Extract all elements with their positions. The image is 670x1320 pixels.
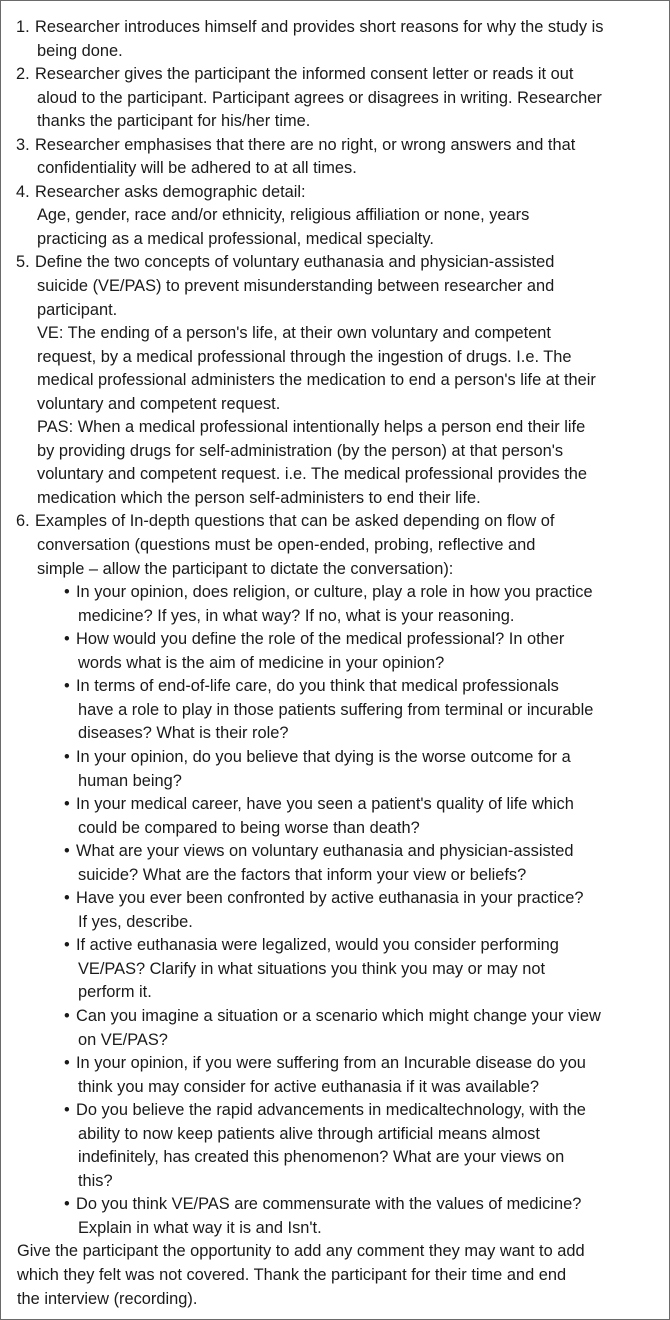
text-line xyxy=(1,1217,669,1241)
bullet-icon: • xyxy=(64,889,70,908)
line-text: Age, gender, race and/or ethnicity, religious affiliation or none, years xyxy=(37,206,530,225)
text-line xyxy=(1,581,669,605)
text-line xyxy=(1,652,669,676)
line-text: Give the participant the opportunity to add any comment they may want to add xyxy=(17,1242,585,1261)
text-line xyxy=(1,134,669,158)
line-text: Have you ever been confronted by active euthanasia in your practice? xyxy=(76,889,584,908)
text-line xyxy=(1,463,669,487)
text-line xyxy=(1,605,669,629)
line-text: words what is the aim of medicine in your opinion? xyxy=(78,653,445,672)
text-line xyxy=(1,110,669,134)
text-line xyxy=(1,487,669,511)
text-line xyxy=(1,1193,669,1217)
line-text: request, by a medical professional through the ingestion of drugs. I.e. The xyxy=(37,347,572,366)
text-line xyxy=(1,1005,669,1029)
text-line xyxy=(1,1076,669,1100)
line-text: voluntary and competent request. xyxy=(37,394,281,413)
text-line xyxy=(1,369,669,393)
question-bullet xyxy=(1,1099,669,1193)
text-line xyxy=(1,864,669,888)
text-line xyxy=(1,87,669,111)
line-text: VE: The ending of a person's life, at their own voluntary and competent xyxy=(37,324,551,343)
line-text: by providing drugs for self-administration (by the person) at that person's xyxy=(37,441,564,460)
line-text: Do you believe the rapid advancements in medicaltechnology, with the xyxy=(76,1101,586,1120)
question-bullet xyxy=(1,1193,669,1240)
line-text: If yes, describe. xyxy=(78,912,193,931)
line-text: have a role to play in those patients suffering from terminal or incurable xyxy=(78,700,594,719)
question-bullet xyxy=(1,675,669,746)
item-number: 3. xyxy=(16,135,30,154)
bullet-icon: • xyxy=(64,842,70,861)
text-line xyxy=(1,722,669,746)
question-bullet xyxy=(1,887,669,934)
bullet-icon: • xyxy=(64,747,70,766)
item-number: 4. xyxy=(16,182,30,201)
numbered-item-3 xyxy=(1,134,669,181)
line-text: How would you define the role of the medical professional? In other xyxy=(76,630,565,649)
question-bullet xyxy=(1,934,669,1005)
line-text: participant. xyxy=(37,300,118,319)
line-text: this? xyxy=(78,1171,113,1190)
line-text: conversation (questions must be open-ended, probing, reflective and xyxy=(37,536,536,555)
text-line xyxy=(1,699,669,723)
text-line xyxy=(1,346,669,370)
interview-guide-content xyxy=(1,16,669,1311)
numbered-item-2 xyxy=(1,63,669,134)
text-line xyxy=(1,63,669,87)
text-line xyxy=(1,416,669,440)
line-text: Researcher asks demographic detail: xyxy=(35,182,306,201)
question-bullet xyxy=(1,1052,669,1099)
text-line xyxy=(1,251,669,275)
text-line xyxy=(1,1288,669,1312)
line-text: human being? xyxy=(78,771,182,790)
line-text: Can you imagine a situation or a scenario which might change your view xyxy=(76,1006,601,1025)
text-line xyxy=(1,981,669,1005)
text-line xyxy=(1,322,669,346)
line-text: think you may consider for active euthanasia if it was available? xyxy=(78,1077,540,1096)
bullet-icon: • xyxy=(64,630,70,649)
line-text: If active euthanasia were legalized, would you consider performing xyxy=(76,936,559,955)
line-text: diseases? What is their role? xyxy=(78,724,289,743)
text-line xyxy=(1,1240,669,1264)
text-line xyxy=(1,840,669,864)
question-bullet xyxy=(1,628,669,675)
bullet-icon: • xyxy=(64,1195,70,1214)
text-line xyxy=(1,958,669,982)
text-line xyxy=(1,934,669,958)
item-number: 5. xyxy=(16,253,30,272)
text-line xyxy=(1,675,669,699)
line-text: Explain in what way it is and Isn't. xyxy=(78,1218,322,1237)
numbered-item-5 xyxy=(1,251,669,510)
item-number: 6. xyxy=(16,512,30,531)
line-text: In your opinion, do you believe that dying is the worse outcome for a xyxy=(76,747,571,766)
text-line xyxy=(1,534,669,558)
text-line xyxy=(1,1146,669,1170)
line-text: could be compared to being worse than death? xyxy=(78,818,420,837)
line-text: PAS: When a medical professional intentionally helps a person end their life xyxy=(37,418,586,437)
text-line xyxy=(1,558,669,582)
text-line xyxy=(1,440,669,464)
line-text: suicide (VE/PAS) to prevent misunderstanding between researcher and xyxy=(37,277,555,296)
line-text: practicing as a medical professional, medical specialty. xyxy=(37,229,434,248)
line-text: suicide? What are the factors that inform your view or beliefs? xyxy=(78,865,527,884)
line-text: In your opinion, does religion, or culture, play a role in how you practice xyxy=(76,583,593,602)
question-bullet xyxy=(1,793,669,840)
item-number: 1. xyxy=(16,18,30,36)
line-text: Researcher introduces himself and provides short reasons for why the study is xyxy=(35,18,604,36)
text-line xyxy=(1,393,669,417)
question-bullet xyxy=(1,746,669,793)
text-line xyxy=(1,204,669,228)
text-line xyxy=(1,1052,669,1076)
line-text: simple – allow the participant to dictate the conversation): xyxy=(37,559,454,578)
line-text: medicine? If yes, in what way? If no, what is your reasoning. xyxy=(78,606,515,625)
line-text: In terms of end-of-life care, do you think that medical professionals xyxy=(76,677,559,696)
text-line xyxy=(1,1264,669,1288)
text-line xyxy=(1,770,669,794)
bullet-icon: • xyxy=(64,1101,70,1120)
text-line xyxy=(1,1029,669,1053)
question-bullet xyxy=(1,581,669,628)
line-text: medication which the person self-administers to end their life. xyxy=(37,488,481,507)
line-text: being done. xyxy=(37,41,123,60)
text-line xyxy=(1,817,669,841)
bullet-icon: • xyxy=(64,795,70,814)
line-text: In your opinion, if you were suffering from an Incurable disease do you xyxy=(76,1054,586,1073)
item-number: 2. xyxy=(16,65,30,84)
text-line xyxy=(1,911,669,935)
line-text: perform it. xyxy=(78,983,152,1002)
line-text: What are your views on voluntary euthanasia and physician-assisted xyxy=(76,842,574,861)
line-text: the interview (recording). xyxy=(17,1289,198,1308)
text-line xyxy=(1,1123,669,1147)
line-text: on VE/PAS? xyxy=(78,1030,168,1049)
line-text: In your medical career, have you seen a patient's quality of life which xyxy=(76,795,574,814)
text-line xyxy=(1,628,669,652)
line-text: medical professional administers the medication to end a person's life at their xyxy=(37,371,596,390)
bullet-icon: • xyxy=(64,1054,70,1073)
numbered-item-6 xyxy=(1,510,669,581)
text-line xyxy=(1,746,669,770)
question-bullet xyxy=(1,840,669,887)
numbered-item-1 xyxy=(1,16,669,63)
bullet-icon: • xyxy=(64,583,70,602)
text-line xyxy=(1,1099,669,1123)
question-bullet xyxy=(1,1005,669,1052)
line-text: indefinitely, has created this phenomenon? What are your views on xyxy=(78,1148,565,1167)
text-line xyxy=(1,275,669,299)
line-text: ability to now keep patients alive through artificial means almost xyxy=(78,1124,540,1143)
text-line xyxy=(1,16,669,40)
line-text: Researcher emphasises that there are no right, or wrong answers and that xyxy=(35,135,576,154)
line-text: which they felt was not covered. Thank the participant for their time and end xyxy=(17,1265,567,1284)
bullet-icon: • xyxy=(64,1006,70,1025)
line-text: Do you think VE/PAS are commensurate with the values of medicine? xyxy=(76,1195,582,1214)
line-text: Examples of In-depth questions that can be asked depending on flow of xyxy=(35,512,555,531)
line-text: aloud to the participant. Participant agrees or disagrees in writing. Researcher xyxy=(37,88,602,107)
text-line xyxy=(1,1170,669,1194)
bullet-icon: • xyxy=(64,936,70,955)
text-line xyxy=(1,299,669,323)
closing-paragraph xyxy=(1,1240,669,1311)
text-line xyxy=(1,228,669,252)
line-text: Define the two concepts of voluntary euthanasia and physician-assisted xyxy=(35,253,555,272)
line-text: VE/PAS? Clarify in what situations you think you may or may not xyxy=(78,959,546,978)
text-line xyxy=(1,887,669,911)
text-line xyxy=(1,793,669,817)
line-text: thanks the participant for his/her time. xyxy=(37,112,311,131)
text-line xyxy=(1,157,669,181)
text-line xyxy=(1,510,669,534)
line-text: confidentiality will be adhered to at all times. xyxy=(37,159,357,178)
line-text: voluntary and competent request. i.e. The medical professional provides the xyxy=(37,465,588,484)
text-line xyxy=(1,181,669,205)
line-text: Researcher gives the participant the informed consent letter or reads it out xyxy=(35,65,574,84)
bullet-icon: • xyxy=(64,677,70,696)
text-line xyxy=(1,40,669,64)
numbered-item-4 xyxy=(1,181,669,252)
